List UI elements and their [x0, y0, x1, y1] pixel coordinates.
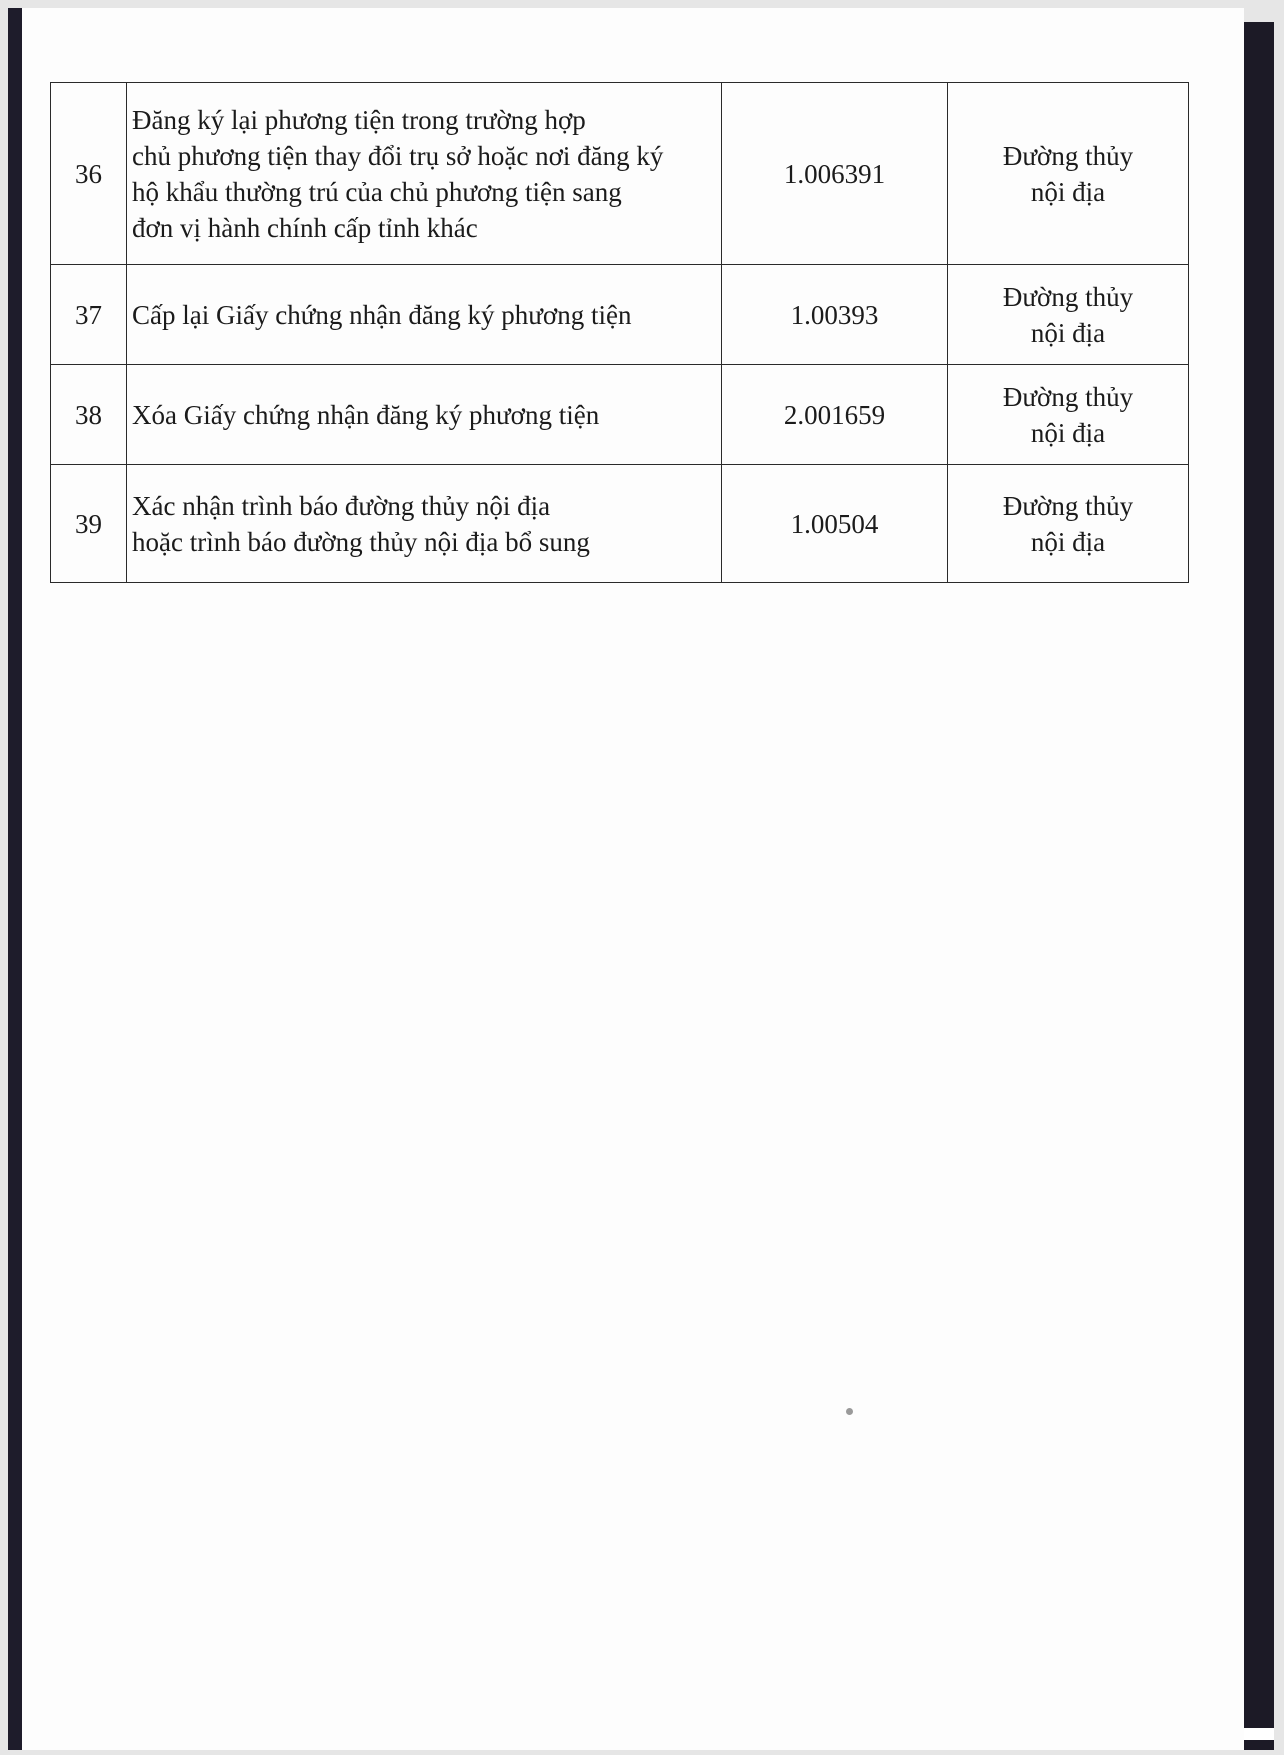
procedure-field: Đường thủy nội địa: [948, 465, 1189, 583]
scan-speck: [846, 1408, 853, 1415]
procedure-name: Xác nhận trình báo đường thủy nội địa hoặc trình báo đường thủy nội địa bổ sung: [127, 465, 722, 583]
row-number: 36: [51, 83, 127, 265]
document-page: [22, 8, 1244, 1750]
row-number: 39: [51, 465, 127, 583]
scan-left-shadow: [8, 8, 22, 1750]
table-row: [51, 83, 1189, 265]
procedure-code: 1.00393: [722, 265, 948, 365]
procedure-code: 2.001659: [722, 365, 948, 465]
row-number: 37: [51, 265, 127, 365]
table-row: [51, 365, 1189, 465]
procedure-name: Xóa Giấy chứng nhận đăng ký phương tiện: [127, 365, 722, 465]
procedure-code: 1.00504: [722, 465, 948, 583]
procedure-name: Đăng ký lại phương tiện trong trường hợp chủ phương tiện thay đổi trụ sở hoặc nơi đăng ký hộ khẩu thường trú của chủ phương tiện sang đơn vị hành chính cấp tỉnh khác: [127, 83, 722, 265]
procedure-field: Đường thủy nội địa: [948, 83, 1189, 265]
scan-corner: [1244, 1728, 1274, 1740]
row-number: 38: [51, 365, 127, 465]
procedure-field: Đường thủy nội địa: [948, 265, 1189, 365]
table-row: [51, 265, 1189, 365]
table-row: [51, 465, 1189, 583]
procedure-name: Cấp lại Giấy chứng nhận đăng ký phương tiện: [127, 265, 722, 365]
procedure-code: 1.006391: [722, 83, 948, 265]
procedure-field: Đường thủy nội địa: [948, 365, 1189, 465]
procedure-table: [50, 82, 1189, 583]
scan-right-shadow: [1244, 22, 1274, 1750]
